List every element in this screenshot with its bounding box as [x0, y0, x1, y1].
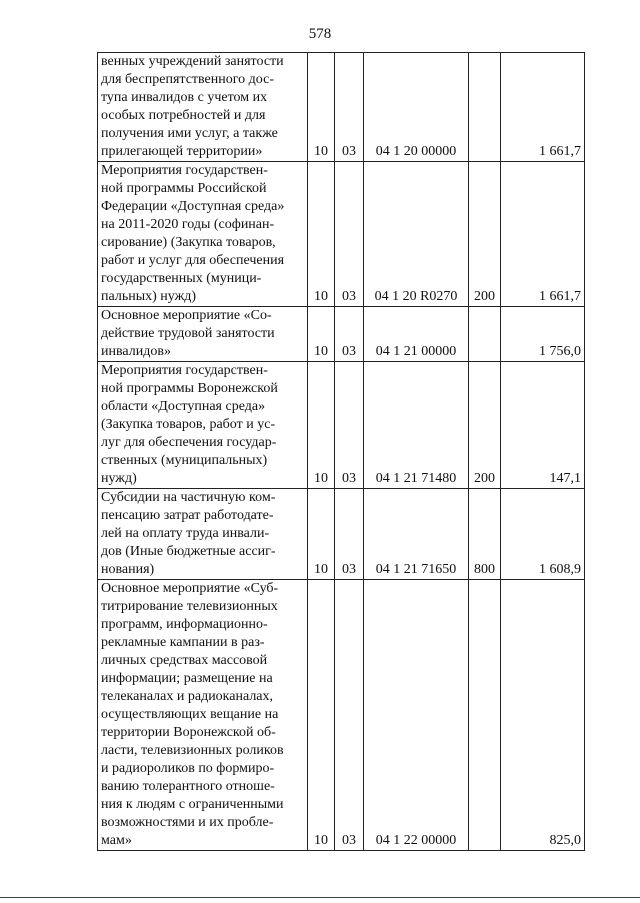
row-description	[98, 307, 308, 362]
row-amount: 825,0	[501, 580, 585, 851]
row-subsection: 03	[335, 489, 364, 580]
row-expense-type: 200	[469, 362, 501, 489]
description-line: Мероприятия государствен-	[101, 163, 268, 178]
description-line: информации; размещение на	[101, 671, 273, 686]
description-line: лей на оплату труда инвали-	[101, 526, 270, 541]
row-target-code: 04 1 20 R0270	[364, 162, 469, 307]
row-description	[98, 580, 308, 851]
description-line: прилегающей территории»	[101, 144, 263, 159]
row-expense-type: 200	[469, 162, 501, 307]
description-line: ванию толерантного отноше-	[101, 779, 275, 794]
description-line: ственных (муниципальных)	[101, 453, 268, 468]
description-line: нужд)	[101, 471, 137, 486]
row-section: 10	[308, 53, 335, 162]
description-line: (Закупка товаров, работ и ус-	[101, 417, 276, 432]
description-line: особых потребностей и для	[101, 108, 266, 123]
row-subsection: 03	[335, 580, 364, 851]
row-expense-type	[469, 53, 501, 162]
description-line: на 2011-2020 годы (софинан-	[101, 217, 275, 232]
description-line: ной программы Воронежской	[101, 381, 278, 396]
description-line: работ и услуг для обеспечения	[101, 253, 285, 268]
table-row	[98, 489, 585, 580]
description-line: пенсацию затрат работодате-	[101, 508, 274, 523]
row-expense-type: 800	[469, 489, 501, 580]
table-row	[98, 307, 585, 362]
row-amount: 1 756,0	[501, 307, 585, 362]
row-target-code: 04 1 21 71480	[364, 362, 469, 489]
description-line: возможностями и их пробле-	[101, 815, 274, 830]
description-line: титрирование телевизионных	[101, 599, 278, 614]
description-line: для беспрепятственного дос-	[101, 72, 274, 87]
row-subsection: 03	[335, 307, 364, 362]
row-expense-type	[469, 580, 501, 851]
description-line: государственных (муници-	[101, 271, 262, 286]
description-line: области «Доступная среда»	[101, 399, 266, 414]
row-expense-type	[469, 307, 501, 362]
table-row	[98, 162, 585, 307]
row-section: 10	[308, 489, 335, 580]
description-line: рекламные кампании в раз-	[101, 635, 265, 650]
row-target-code: 04 1 20 00000	[364, 53, 469, 162]
row-subsection: 03	[335, 53, 364, 162]
description-line: Основное мероприятие «Суб-	[101, 581, 279, 596]
description-line: нования)	[101, 562, 155, 577]
budget-table	[97, 52, 585, 851]
row-section: 10	[308, 162, 335, 307]
description-line: тупа инвалидов с учетом их	[101, 90, 268, 105]
row-section: 10	[308, 580, 335, 851]
row-section: 10	[308, 307, 335, 362]
row-section: 10	[308, 362, 335, 489]
description-line: осуществляющих вещание на	[101, 707, 279, 722]
row-amount: 1 661,7	[501, 162, 585, 307]
page-bottom-divider	[0, 897, 640, 898]
row-description	[98, 489, 308, 580]
description-line: программ, информационно-	[101, 617, 268, 632]
description-line: сирование) (Закупка товаров,	[101, 235, 276, 250]
description-line: пальных) нужд)	[101, 289, 197, 304]
description-line: Федерации «Доступная среда»	[101, 199, 285, 214]
row-amount: 147,1	[501, 362, 585, 489]
row-target-code: 04 1 21 00000	[364, 307, 469, 362]
description-line: Субсидии на частичную ком-	[101, 490, 276, 505]
description-line: Основное мероприятие «Со-	[101, 308, 272, 323]
description-line: территории Воронежской об-	[101, 725, 276, 740]
row-description	[98, 53, 308, 162]
row-amount: 1 661,7	[501, 53, 585, 162]
table-row	[98, 362, 585, 489]
description-line: дов (Иные бюджетные ассиг-	[101, 544, 276, 559]
row-subsection: 03	[335, 162, 364, 307]
table-row	[98, 53, 585, 162]
page-number: 578	[308, 26, 332, 42]
description-line: действие трудовой занятости	[101, 326, 275, 341]
description-line: ния к людям с ограниченными	[101, 797, 284, 812]
description-line: ласти, телевизионных роликов	[101, 743, 284, 758]
row-target-code: 04 1 22 00000	[364, 580, 469, 851]
row-subsection: 03	[335, 362, 364, 489]
description-line: и радиороликов по формиро-	[101, 761, 275, 776]
row-amount: 1 608,9	[501, 489, 585, 580]
budget-table-body	[98, 53, 585, 851]
description-line: получения ими услуг, а также	[101, 126, 278, 141]
description-line: телеканалах и радиоканалах,	[101, 689, 274, 704]
row-description	[98, 362, 308, 489]
description-line: Мероприятия государствен-	[101, 363, 268, 378]
table-row	[98, 580, 585, 851]
row-description	[98, 162, 308, 307]
description-line: ной программы Российской	[101, 181, 267, 196]
description-line: венных учреждений занятости	[101, 54, 284, 69]
description-line: личных средствах массовой	[101, 653, 268, 668]
row-target-code: 04 1 21 71650	[364, 489, 469, 580]
description-line: луг для обеспечения государ-	[101, 435, 277, 450]
description-line: инвалидов»	[101, 344, 171, 359]
description-line: мам»	[101, 833, 132, 848]
